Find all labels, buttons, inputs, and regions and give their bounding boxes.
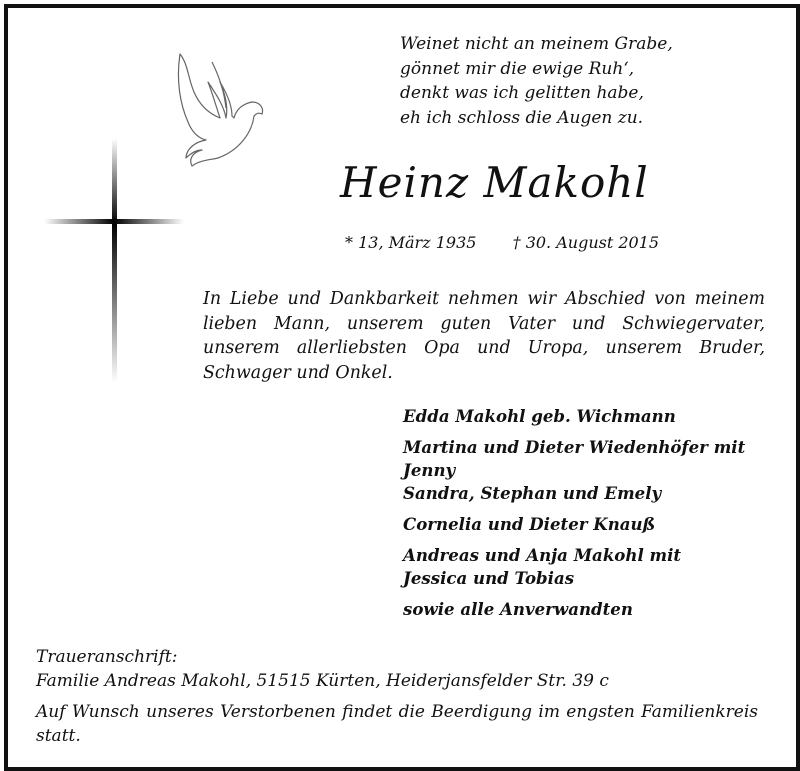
poem-line: eh ich schloss die Augen zu. xyxy=(400,107,644,128)
mourning-address xyxy=(36,646,609,693)
birth-date: * 13, März 1935 xyxy=(345,233,477,252)
mourners-list xyxy=(403,405,763,629)
death-date: † 30. August 2015 xyxy=(512,233,660,252)
mourner-entry: sowie alle Anverwandten xyxy=(403,599,633,619)
farewell-text: In Liebe und Dankbarkeit nehmen wir Abschied von meinem lieben Mann, unserem guten Vater und Schwiegervater, unserem allerliebsten Opa und Uropa, unserem Bruder, Schwager und Onkel. xyxy=(203,289,765,383)
deceased-name: Heinz Makohl xyxy=(340,158,649,207)
mourner-entry: Edda Makohl geb. Wichmann xyxy=(403,406,676,426)
address-text: Familie Andreas Makohl, 51515 Kürten, Heiderjansfelder Str. 39 c xyxy=(36,670,609,691)
mourner-entry: Cornelia und Dieter Knauß xyxy=(403,514,656,534)
mourner-entry: Martina und Dieter Wiedenhöfer mit Jenny xyxy=(403,437,746,480)
address-label: Traueranschrift: xyxy=(36,647,178,667)
cross-icon xyxy=(44,138,184,383)
dove-icon xyxy=(176,52,268,174)
life-dates xyxy=(345,233,659,252)
poem-line: Weinet nicht an meinem Grabe, xyxy=(400,34,673,54)
mourner-entry: Andreas und Anja Makohl mit Jessica und Tobias xyxy=(403,545,682,588)
funeral-note: Auf Wunsch unseres Verstorbenen findet die Beerdigung im engsten Familienkreis statt. xyxy=(36,702,758,746)
poem xyxy=(400,32,673,130)
poem-line: gönnet mir die ewige Ruh‘, xyxy=(400,58,635,79)
mourner-entry: Sandra, Stephan und Emely xyxy=(403,483,662,503)
poem-line: denkt was ich gelitten habe, xyxy=(400,83,644,103)
